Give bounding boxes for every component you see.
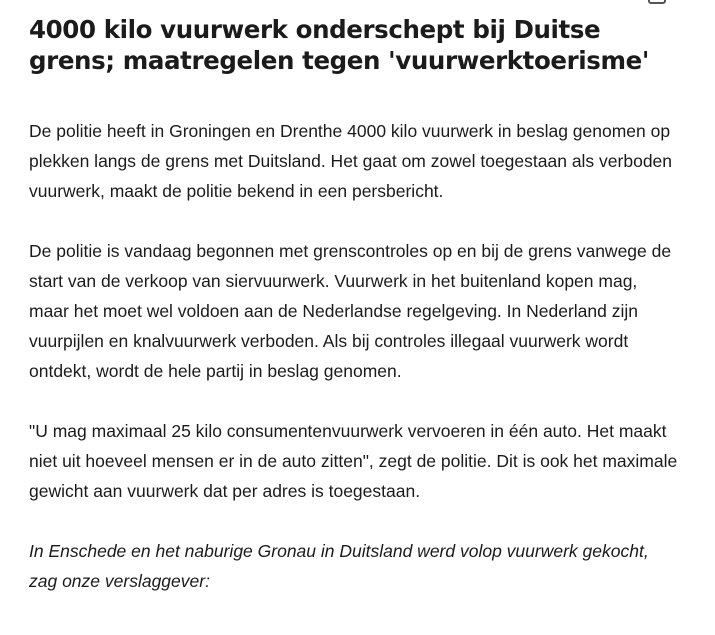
paragraph-border-controls: De politie is vandaag begonnen met grenscontroles op en bij de grens vanwege de start van de verkoop van siervuurwerk. Vuurwerk in het buitenland kopen mag, maar het moet wel voldoen aan de Nederlandse regelgeving. In Nederland zijn vuurpijlen en knalvuurwerk verboden. Als bij controles illegaal vuurwerk wordt ontdekt, wordt de hele partij in beslag genomen. [29,241,672,381]
paragraph-quote: "U mag maximaal 25 kilo consumentenvuurwerk vervoeren in één auto. Het maakt niet uit hoeveel mensen er in de auto zitten", zegt de politie. Dit is ook het maximale gewicht aan vuurwerk dat per adres is toegestaan. [29,421,678,501]
article-body [29,116,679,596]
paragraph-intro: De politie heeft in Groningen en Drenthe 4000 kilo vuurwerk in beslag genomen op plekken langs de grens met Duitsland. Het gaat om zowel toegestaan als verboden vuurwerk, maakt de politie bekend in een persbericht. [29,121,673,201]
article [29,14,679,626]
window-icon[interactable] [648,0,666,4]
paragraph-caption: In Enschede en het naburige Gronau in Duitsland werd volop vuurwerk gekocht, zag onze verslaggever: [29,541,649,591]
article-title: 4000 kilo vuurwerk onderschept bij Duitse grens; maatregelen tegen 'vuurwerktoerisme' [29,15,649,75]
